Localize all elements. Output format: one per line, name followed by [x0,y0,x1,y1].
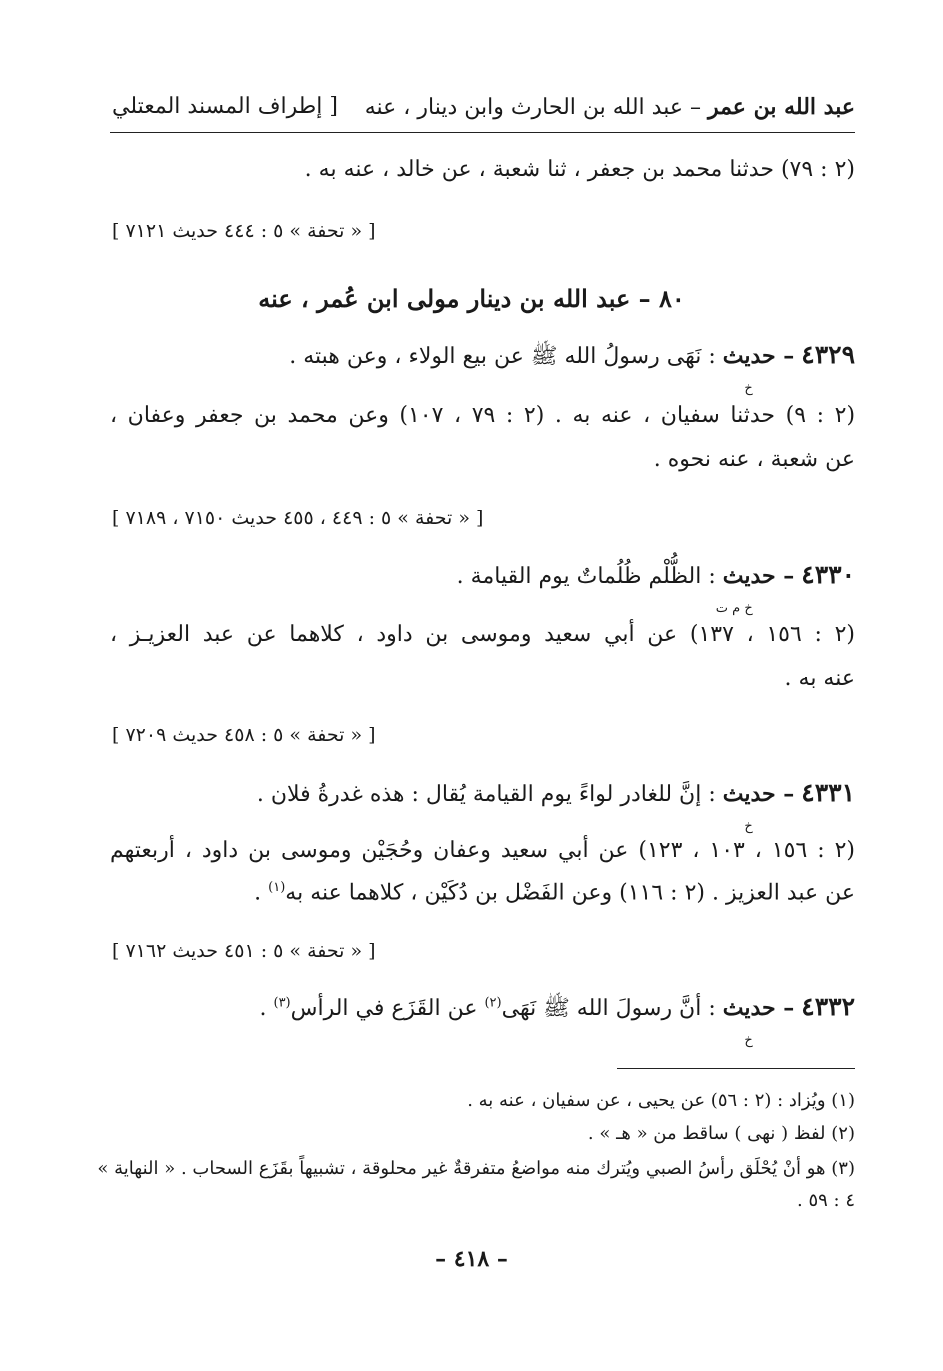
hadith-4332: ٤٣٣٢ – حديث خ : أنَّ رسولَ الله ﷺ نَهَى$^{(٢)}$ عن القَزَع في الرأس$^{(٣)}$ . [259,992,855,1048]
running-header-book-title: [ إطراف المسند المعتلي [112,94,338,119]
chain-text: عن عبد العزيز . (٢ : ١١٦) وعن الفَضْل بن دُكَيْن ، كلاهما عنه به [285,880,855,906]
hadith-4331: ٤٣٣١ – حديث خ : إنَّ للغادر لواءً يوم القيامة يُقال : هذه غدرةُ فلان . [256,778,855,834]
hadith-text: : إنَّ للغادر لواءً يوم القيامة يُقال : هذه غدرةُ فلان . [256,782,723,807]
tuhfa-reference-1: [ « تحفة » ٥ : ٤٤٤ حديث ٧١٢١ ] [112,220,376,242]
chain-line-4b [254,880,855,905]
footnote-divider [617,1068,855,1069]
hadith-text-c: . [259,996,274,1021]
hadith-text-b: عن القَزَع في الرأس [290,996,485,1021]
tuhfa-reference-3: [ « تحفة » ٥ : ٤٥٨ حديث ٧٢٠٩ ] [112,724,376,746]
hadith-label: – حديث [722,995,795,1021]
chain-line-3a: (٢ : ١٥٦ ، ١٣٧) عن أبي سعيد وموسى بن داود ، كلاهما عن عبد العزيـز ، [110,622,856,647]
chain-end: . [254,880,269,906]
hadith-text: : الظُّلْم ظُلُماتٌ يوم القيامة . [456,564,723,589]
page-number: – ٤١٨ – [435,1246,508,1272]
footnote-3a: (٣) هو أنْ يُحْلَق رأسُ الصبي ويُترك منه مواضعُ متفرقةٌ غير محلوقة ، تشبيهاً بقَزَع السحاب . « النهاية » [97,1158,855,1179]
chain-line-2b: عن شعبة ، عنه نحوه . [653,447,855,472]
chain-line-2a: (٢ : ٩) حدثنا سفيان ، عنه به . (٢ : ٧٩ ، ١٠٧) وعن محمد بن جعفر وعفان ، [110,403,856,428]
footnote-ref-3[interactable]: (٣) [273,995,291,1011]
header-subtitle: – عبد الله بن الحارث وابن دينار ، عنه [364,95,708,120]
hadith-number: ٤٣٣١ [801,778,855,807]
footnote-1: (١) ويُزاد : (٢ : ٥٦) عن يحيى ، عن سفيان ، عنه به . [467,1090,855,1111]
chain-line-3b: عنه به . [784,666,855,691]
hadith-label: – حديث [722,781,795,807]
hadith-text: : نَهَى رسولُ الله ﷺ عن بيع الولاء ، وعن هبته . [289,344,723,369]
chain-line-4a: (٢ : ١٥٦ ، ١٠٣ ، ١٢٣) عن أبي سعيد وعفان وحُجَيْن وموسى بن داود ، أربعتهم [110,838,855,863]
hadith-4330: ٤٣٣٠ – حديث خ م ت : الظُّلْم ظُلُماتٌ يوم القيامة . [456,560,855,616]
hadith-number: ٤٣٢٩ [801,340,855,369]
running-header-title [365,94,855,120]
tuhfa-reference-2: [ « تحفة » ٥ : ٤٤٩ ، ٤٥٥ حديث ٧١٥٠ ، ٧١٨٩ ] [112,507,484,529]
hadith-number: ٤٣٣٠ [801,560,855,589]
footnote-2: (٢) لفظ ( نهى ) ساقط من « هـ » . [587,1123,855,1144]
footnote-ref-2[interactable]: (٢) [484,995,502,1011]
footnote-ref-1[interactable]: (١) [268,880,286,895]
header-bold-name: عبد الله بن عمر [707,94,855,120]
hadith-text-a: : أنَّ رسولَ الله ﷺ نَهَى [501,996,723,1021]
header-divider [110,132,855,133]
section-heading: ٨٠ – عبد الله بن دينار مولى ابن عُمر ، عنه [258,284,685,313]
hadith-4329: ٤٣٢٩ – حديث خ : نَهَى رسولُ الله ﷺ عن بيع الولاء ، وعن هبته . [289,340,855,396]
hadith-label: – حديث [722,343,795,369]
tuhfa-reference-4: [ « تحفة » ٥ : ٤٥١ حديث ٧١٦٢ ] [112,940,376,962]
chain-line-1: (٢ : ٧٩) حدثنا محمد بن جعفر ، ثنا شعبة ، عن خالد ، عنه به . [304,157,855,182]
hadith-number: ٤٣٣٢ [801,992,855,1021]
hadith-label: – حديث [722,563,795,589]
footnote-3b: ٤ : ٥٩ . [797,1190,855,1211]
